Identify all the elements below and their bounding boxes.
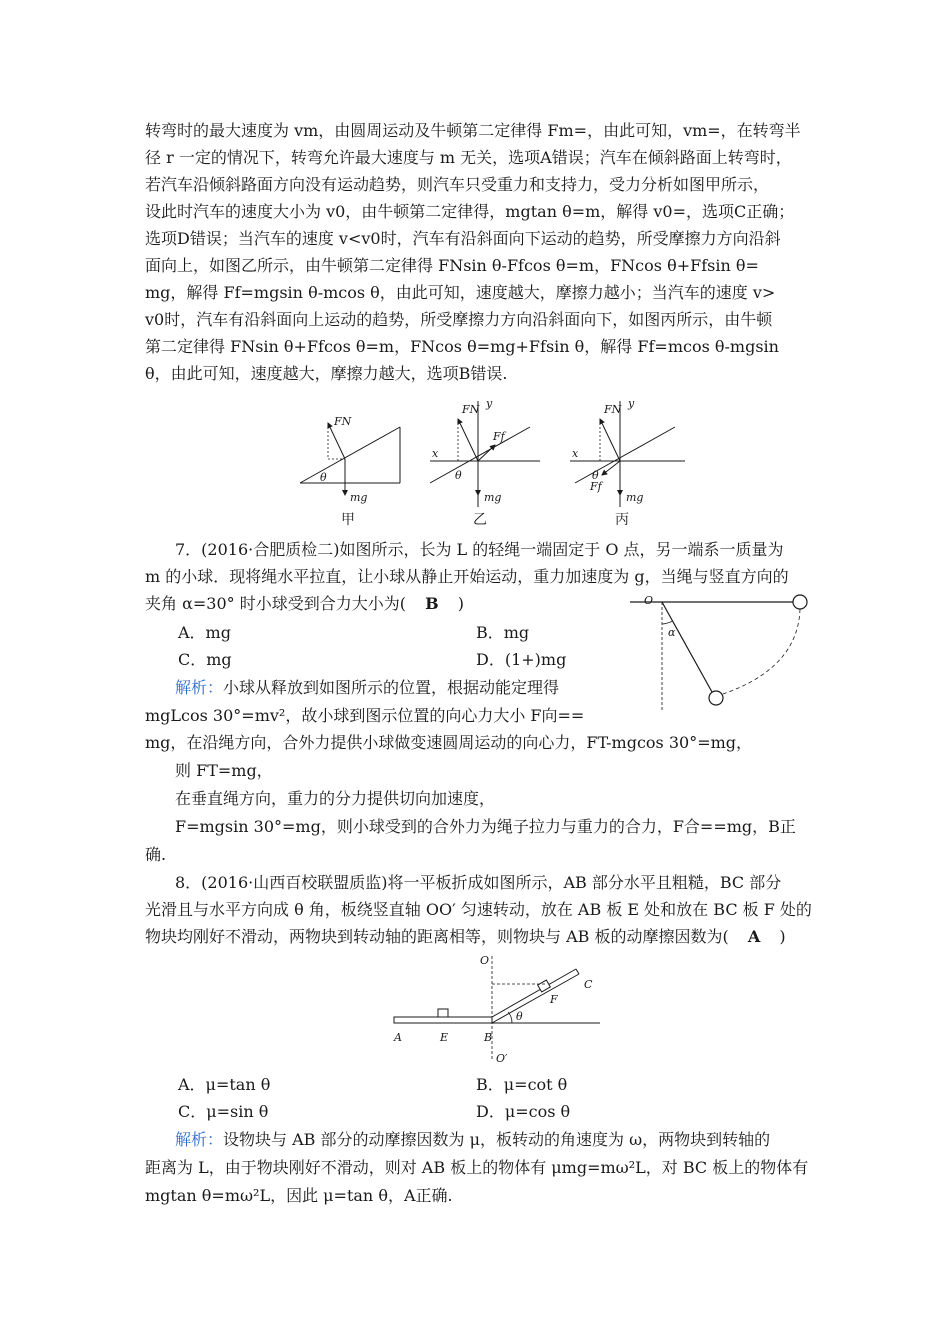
q8-answer: A xyxy=(747,927,761,946)
q8-stem-line: 8．(2016·山西百校联盟质监)将一平板折成如图所示，AB 部分水平且粗糙，BC 部分 xyxy=(175,873,782,892)
q7-stem-text: 夹角 α=30° 时小球受到合力大小为( xyxy=(145,594,406,613)
para-line: 第二定律得 FNsin θ+Ffcos θ=m，FNcos θ=mg+Ffsin θ，解得 Ff=mcos θ-mgsin xyxy=(145,337,779,356)
q7-jiexi-line xyxy=(175,678,615,698)
q7-answer: B xyxy=(425,594,439,613)
alpha-label: α xyxy=(668,626,676,639)
diagram-yi xyxy=(430,397,540,507)
theta-label: θ xyxy=(455,469,462,482)
f-label: F xyxy=(550,993,558,1006)
o-prime-label: O′ xyxy=(496,1052,508,1065)
caption-yi: 乙 xyxy=(473,512,487,528)
q8-jiexi-line xyxy=(175,1130,815,1150)
q7-stem-line: m 的小球．现将绳水平拉直，让小球从静止开始运动，重力加速度为 g，当绳与竖直方向的 xyxy=(145,567,789,586)
force-diagrams-figure xyxy=(290,395,700,510)
q8-jiexi-line: 距离为 L，由于物块刚好不滑动，则对 AB 板上的物体有 μmg=mω²L，对 BC 板上的物体有 xyxy=(145,1158,809,1177)
q7-stem-close: ) xyxy=(457,594,464,613)
e-label: E xyxy=(440,1031,449,1044)
y-axis-label: y xyxy=(628,397,635,410)
q8-stem-line: 光滑且与水平方向成 θ 角，板绕竖直轴 OO′ 匀速转动，放在 AB 板 E 处和放在 BC 板 F 处的 xyxy=(145,900,812,919)
b-label: B xyxy=(484,1031,493,1044)
q8-option-b: B．μ=cot θ xyxy=(476,1075,568,1094)
q7-jiexi-line: mgLcos 30°=mv²，故小球到图示位置的向心力大小 F向== xyxy=(145,706,585,725)
ff-label: Ff xyxy=(493,430,505,443)
q7-jiexi-line: mg，在沿绳方向，合外力提供小球做变速圆周运动的向心力，FT-mgcos 30°=mg， xyxy=(145,733,753,752)
pendulum-figure xyxy=(628,588,820,716)
q7-jiexi-text: 小球从释放到如图所示的位置，根据动能定理得 xyxy=(223,678,560,697)
para-line: θ，由此可知，速度越大，摩擦力越大，选项B错误. xyxy=(145,364,508,383)
diagram-bing xyxy=(570,397,685,507)
q8-option-a: A．μ=tan θ xyxy=(178,1075,271,1094)
para-line: v0时，汽车有沿斜面向上运动的趋势，所受摩擦力方向沿斜面向下，如图丙所示，由牛顿 xyxy=(145,310,773,329)
theta-label: θ xyxy=(516,1010,523,1023)
o-label: O xyxy=(480,954,490,967)
folded-board-figure xyxy=(386,950,602,1066)
theta-label: θ xyxy=(320,471,327,484)
q7-option-b: B．mg xyxy=(476,623,530,642)
para-line: 转弯时的最大速度为 vm，由圆周运动及牛顿第二定律得 Fm=，由此可知，vm=，在转弯半 xyxy=(145,121,801,140)
q8-stem-close: ) xyxy=(779,927,786,946)
q8-jiexi-text: 设物块与 AB 部分的动摩擦因数为 μ，板转动的角速度为 ω，两物块到转轴的 xyxy=(223,1130,771,1149)
x-axis-label: x xyxy=(432,447,439,460)
c-label: C xyxy=(584,978,593,991)
q7-jiexi-label: 解析： xyxy=(175,678,224,697)
fn-label: FN xyxy=(462,403,480,416)
q7-option-c: C．mg xyxy=(178,650,232,669)
para-line: 若汽车沿倾斜路面方向没有运动趋势，则汽车只受重力和支持力，受力分析如图甲所示， xyxy=(145,175,770,194)
q7-jiexi-line: F=mgsin 30°=mg，则小球受到的合外力为绳子拉力与重力的合力，F合==mg，B正 xyxy=(175,817,796,836)
a-label: A xyxy=(394,1031,402,1044)
q8-stem-text: 物块均刚好不滑动，两物块到转动轴的距离相等，则物块与 AB 板的动摩擦因数为( xyxy=(145,927,729,946)
para-line: 径 r 一定的情况下，转弯允许最大速度与 m 无关，选项A错误；汽车在倾斜路面上转弯时， xyxy=(145,148,792,167)
q8-stem-line xyxy=(145,927,815,947)
q8-jiexi-label: 解析： xyxy=(175,1130,224,1149)
fn-label: FN xyxy=(334,415,352,428)
x-axis-label: x xyxy=(572,447,579,460)
para-line: 选项D错误；当汽车的速度 v<v0时，汽车有沿斜面向下运动的趋势，所受摩擦力方向沿斜 xyxy=(145,229,781,248)
q7-jiexi-line: 则 FT=mg， xyxy=(175,761,273,780)
caption-jia: 甲 xyxy=(341,512,355,528)
q8-option-d: D．μ=cos θ xyxy=(476,1102,571,1121)
o-label: O xyxy=(644,594,654,607)
mg-label: mg xyxy=(484,491,502,504)
q7-option-d: D．(1+)mg xyxy=(476,650,567,669)
q7-option-a: A．mg xyxy=(178,623,231,642)
q7-stem-line: 7．(2016·合肥质检二)如图所示，长为 L 的轻绳一端固定于 O 点，另一端系一质量为 xyxy=(175,540,784,559)
q8-option-c: C．μ=sin θ xyxy=(178,1102,269,1121)
diagram-jia xyxy=(300,415,400,504)
mg-label: mg xyxy=(626,491,644,504)
ff-label: Ff xyxy=(590,480,602,493)
para-line: mg，解得 Ff=mgsin θ-mcos θ，由此可知，速度越大，摩擦力越小；当汽车的速度 v> xyxy=(145,283,776,302)
para-line: 面向上，如图乙所示，由牛顿第二定律得 FNsin θ-Ffcos θ=m，FNcos θ+Ffsin θ= xyxy=(145,256,759,275)
y-axis-label: y xyxy=(486,397,493,410)
caption-bing: 丙 xyxy=(615,512,629,528)
mg-label: mg xyxy=(350,491,368,504)
fn-label: FN xyxy=(604,403,622,416)
q7-jiexi-line: 确. xyxy=(145,845,167,864)
theta-label: θ xyxy=(592,469,599,482)
q8-jiexi-line: mgtan θ=mω²L，因此 μ=tan θ，A正确. xyxy=(145,1186,453,1205)
para-line: 设此时汽车的速度大小为 v0，由牛顿第二定律得，mgtan θ=m，解得 v0=，选项C正确； xyxy=(145,202,795,221)
q7-jiexi-line: 在垂直绳方向，重力的分力提供切向加速度， xyxy=(175,789,496,808)
